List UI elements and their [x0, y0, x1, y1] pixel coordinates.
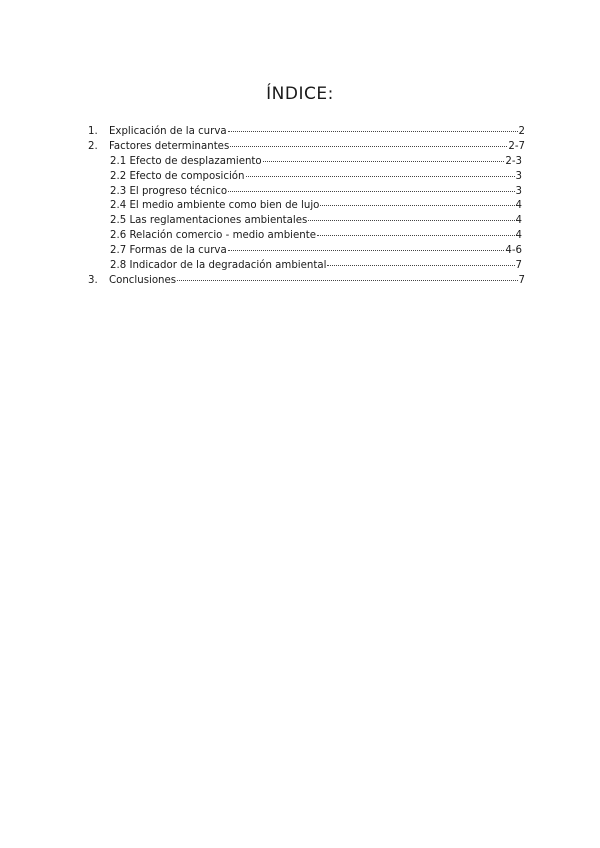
toc-entry-page: 7: [515, 260, 522, 272]
toc-entry-label: Factores determinantes: [109, 140, 230, 152]
toc-entry-label: 2.5 Las reglamentaciones ambientales: [110, 215, 308, 227]
toc-entry-label: Explicación de la curva: [109, 126, 227, 137]
dot-leader: [177, 270, 517, 281]
toc-entry-number: 2.: [88, 140, 98, 152]
dot-leader: [246, 166, 515, 177]
dot-leader: [320, 195, 514, 206]
toc-entry-label: 2.3 El progreso técnico: [110, 185, 228, 197]
dot-leader: [308, 210, 514, 221]
toc-entry-page: 3: [515, 185, 522, 197]
table-of-contents: [88, 123, 528, 287]
toc-entry: [88, 272, 525, 287]
toc-entry-page: 2-7: [508, 140, 525, 152]
toc-entry-label: 2.4 El medio ambiente como bien de lujo: [110, 200, 320, 212]
toc-entry-number: 1.: [88, 126, 98, 137]
dot-leader: [228, 121, 518, 132]
toc-entry-page: 4-6: [505, 245, 522, 257]
dot-leader: [230, 136, 507, 147]
toc-entry-label: 2.1 Efecto de desplazamiento: [110, 155, 262, 167]
toc-entry-label: 2.7 Formas de la curva: [110, 245, 227, 257]
dot-leader: [327, 255, 514, 266]
page-title: ÍNDICE:: [266, 84, 334, 104]
toc-entry-label: 2.8 Indicador de la degradación ambiental: [110, 260, 327, 272]
toc-entry-page: 2-3: [505, 155, 522, 167]
toc-entry-number: 3.: [88, 274, 98, 286]
toc-entry-label: 2.2 Efecto de composición: [110, 170, 245, 182]
dot-leader: [263, 151, 505, 162]
toc-entry-label: Conclusiones: [109, 274, 177, 286]
toc-entry-page: 2: [518, 126, 525, 137]
toc-entry-label: 2.6 Relación comercio - medio ambiente: [110, 230, 316, 242]
toc-entry-page: 3: [515, 170, 522, 182]
dot-leader: [317, 225, 515, 236]
toc-entry-page: 4: [515, 230, 522, 242]
toc-entry-page: 4: [515, 215, 522, 227]
dot-leader: [228, 181, 514, 192]
dot-leader: [228, 240, 505, 251]
toc-entry-page: 4: [515, 200, 522, 212]
toc-entry-page: 7: [518, 274, 525, 286]
